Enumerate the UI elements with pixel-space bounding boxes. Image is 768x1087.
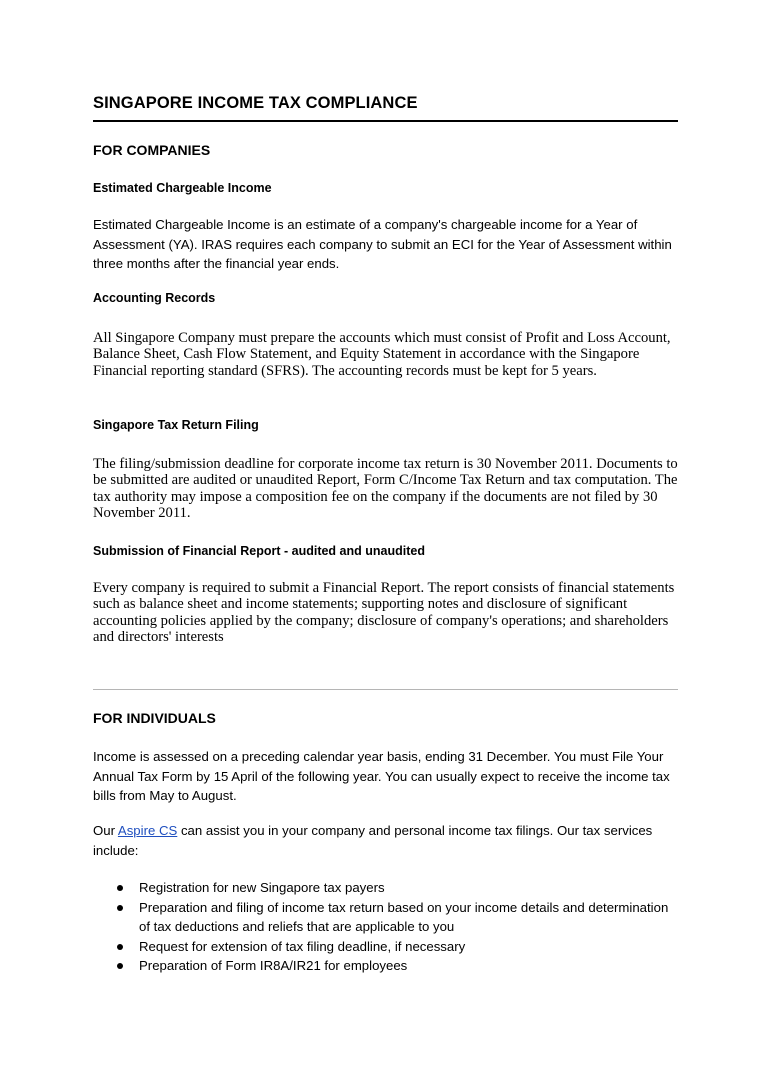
list-item — [117, 937, 677, 957]
accounting-heading: Accounting Records — [93, 291, 216, 305]
title-underline — [93, 120, 678, 122]
eci-heading: Estimated Chargeable Income — [93, 181, 272, 195]
services-list — [117, 878, 677, 976]
list-item — [117, 878, 677, 898]
list-item — [117, 956, 677, 976]
list-item — [117, 898, 677, 937]
financial-report-paragraph: Every company is required to submit a Financial Report. The report consists of financial statements such as balance sheet and income statements; supporting notes and disclosure of significant accounting policies applied by the company; disclosure of company's operations; and shareholders and directors' interests — [93, 580, 675, 646]
filing-heading: Singapore Tax Return Filing — [93, 418, 259, 432]
financial-report-heading: Submission of Financial Report - audited and unaudited — [93, 544, 425, 558]
bullet-icon — [117, 905, 123, 911]
bullet-icon — [117, 885, 123, 891]
services-intro — [93, 821, 683, 860]
individuals-paragraph: Income is assessed on a preceding calendar year basis, ending 31 December. You must File Your Annual Tax Form by 15 April of the following year. You can usually expect to receive the income tax bills from May to August. — [93, 749, 670, 803]
accounting-paragraph: All Singapore Company must prepare the accounts which must consist of Profit and Loss Account, Balance Sheet, Cash Flow Statement, and Equity Statement in accordance with the Singapore Financial reporting standard (SFRS). The accounting records must be kept for 5 years. — [93, 330, 671, 379]
page-title: SINGAPORE INCOME TAX COMPLIANCE — [93, 94, 418, 112]
service-label: Preparation and filing of income tax return based on your income details and determination of tax deductions and reliefs that are applicable to you — [139, 899, 669, 934]
individuals-heading: FOR INDIVIDUALS — [93, 710, 216, 726]
section-divider — [93, 689, 678, 690]
service-label: Registration for new Singapore tax payers — [139, 880, 385, 895]
eci-paragraph: Estimated Chargeable Income is an estimate of a company's chargeable income for a Year of Assessment (YA). IRAS requires each company to submit an ECI for the Year of Assessment within three months after the financial year ends. — [93, 217, 672, 271]
service-label: Preparation of Form IR8A/IR21 for employees — [139, 958, 408, 973]
bullet-icon — [117, 944, 123, 950]
bullet-icon — [117, 963, 123, 969]
services-intro-suffix: can assist you in your company and personal income tax filings. Our tax services include: — [93, 823, 653, 858]
filing-paragraph: The filing/submission deadline for corporate income tax return is 30 November 2011. Documents to be submitted are audited or unaudited Report, Form C/Income Tax Return and tax computation. The tax authority may impose a composition fee on the company if the documents are not filed by 30 November 2011. — [93, 456, 678, 522]
aspire-cs-link[interactable]: Aspire CS — [117, 823, 178, 838]
companies-heading: FOR COMPANIES — [93, 142, 211, 158]
services-intro-prefix: Our — [93, 823, 118, 838]
service-label: Request for extension of tax filing deadline, if necessary — [139, 938, 466, 954]
